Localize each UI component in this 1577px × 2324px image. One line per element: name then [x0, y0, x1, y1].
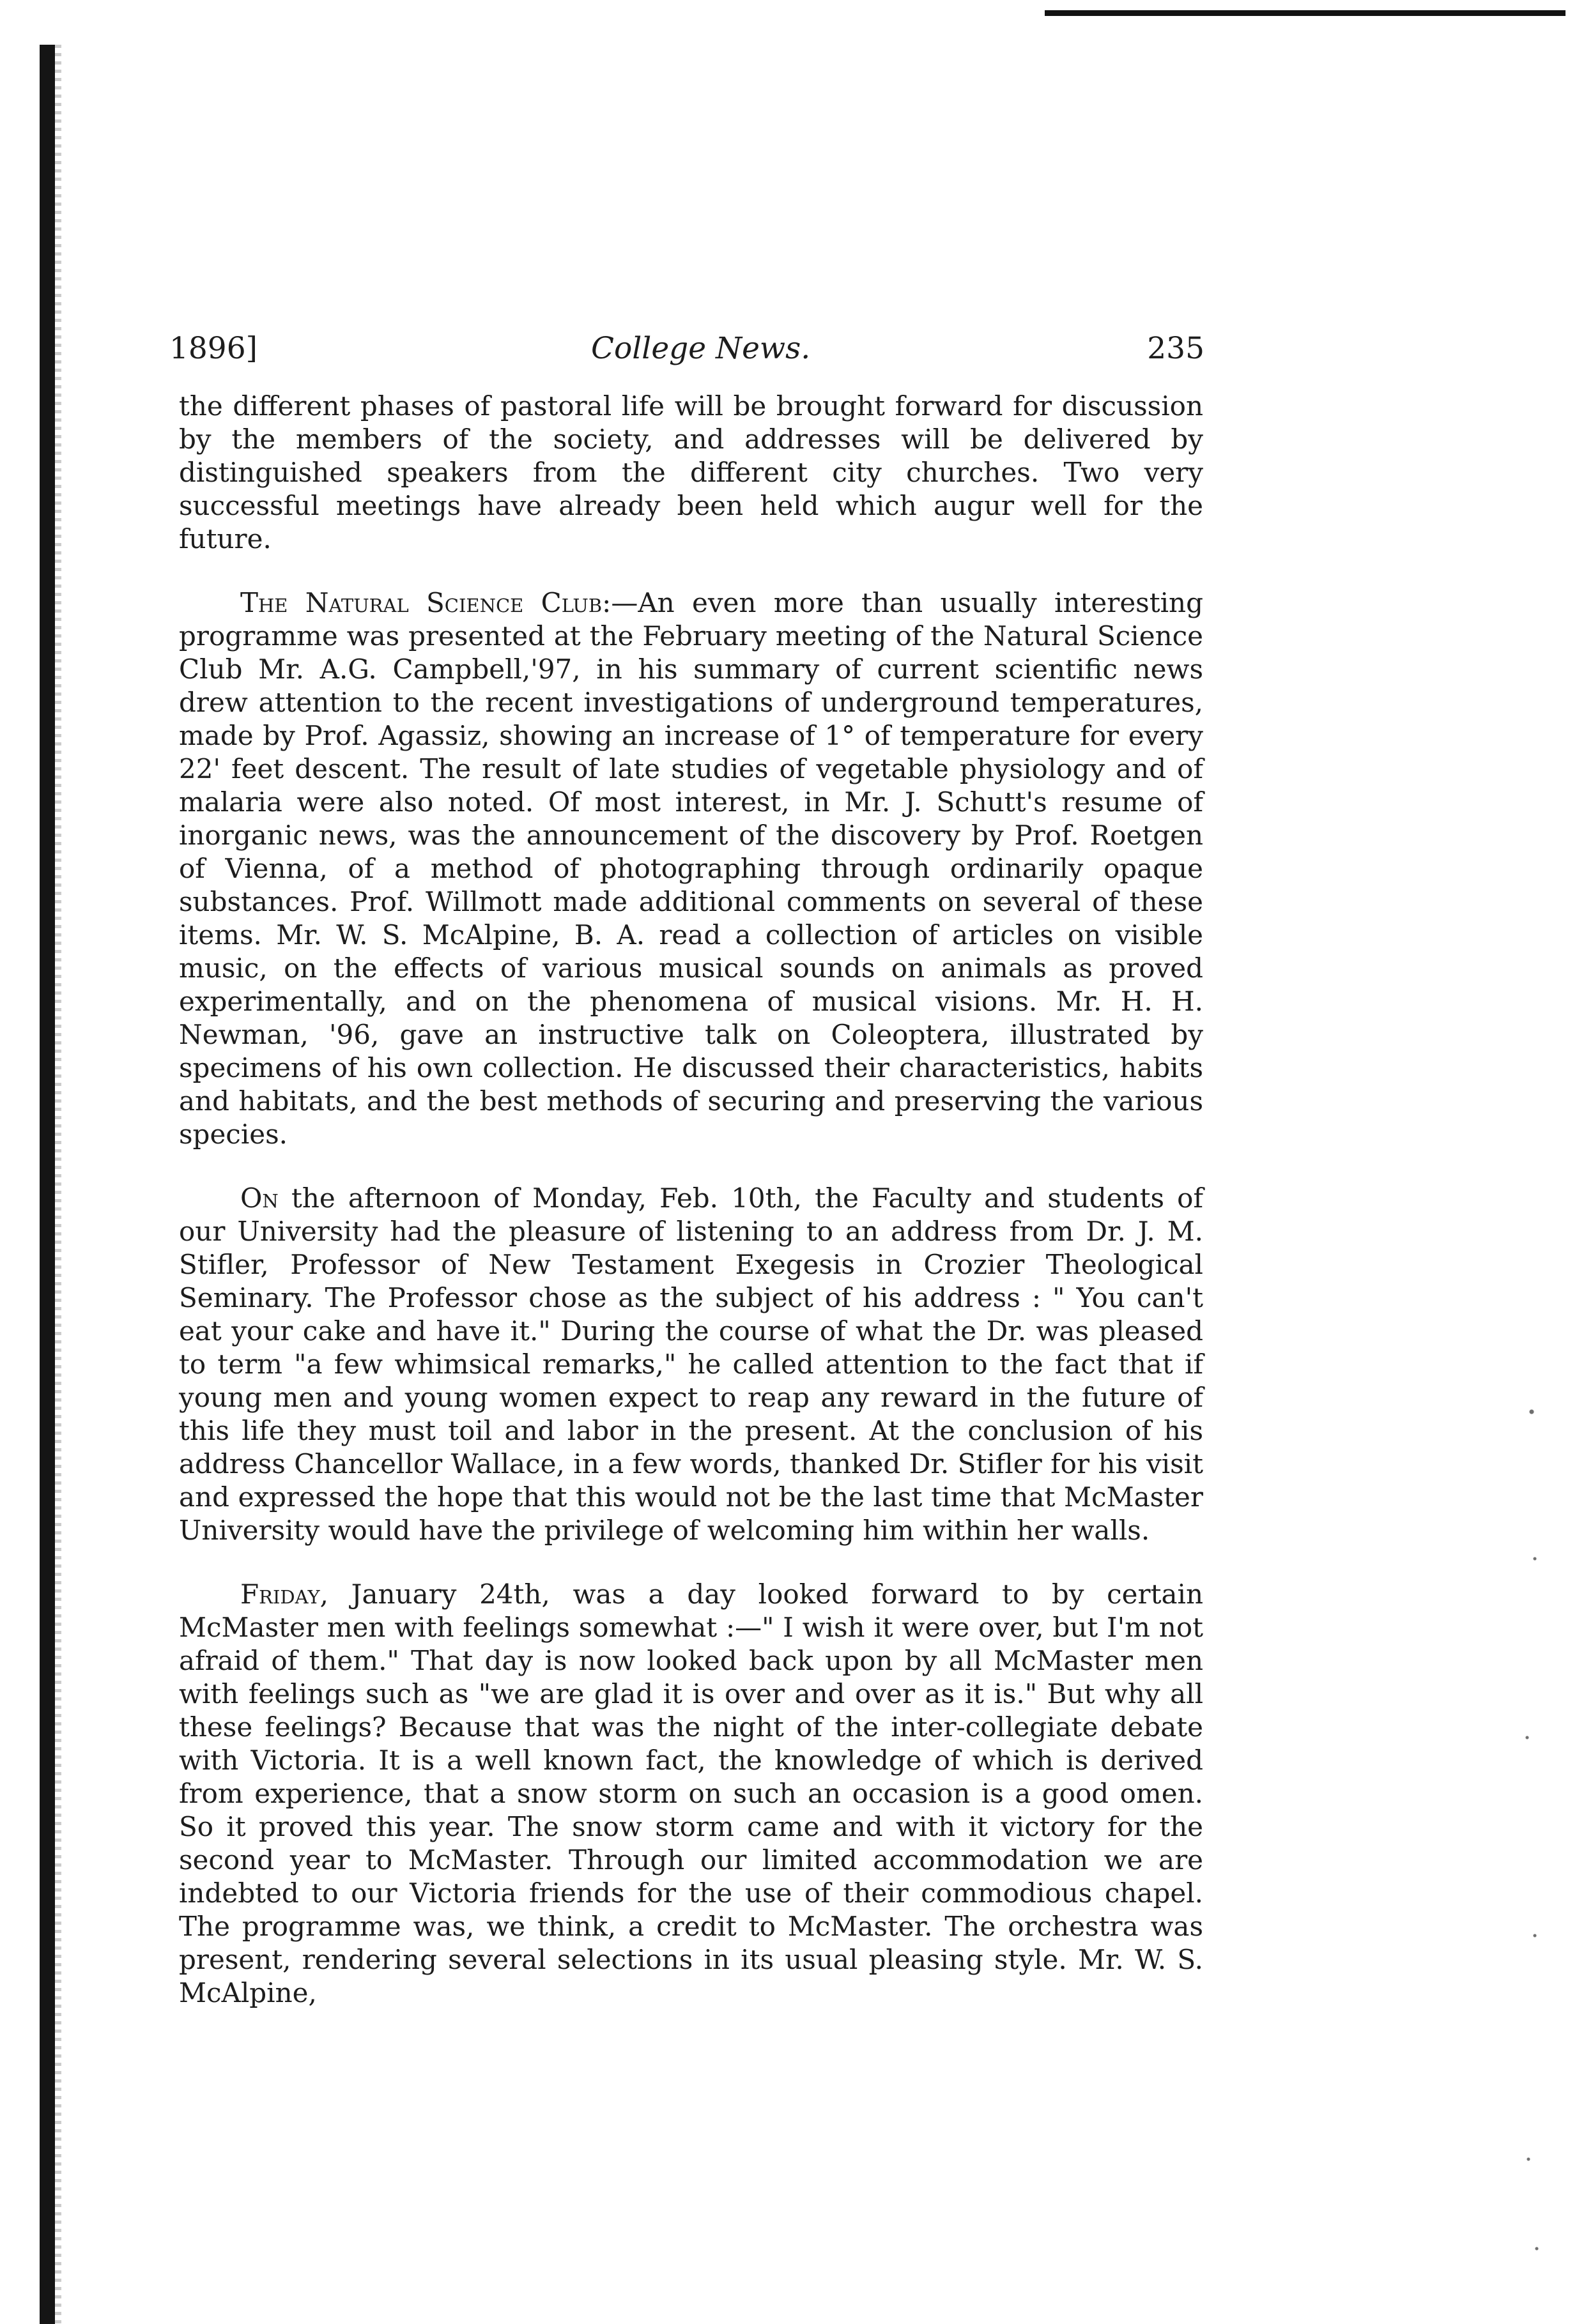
- paragraph-natural-science-club: [179, 586, 1203, 1151]
- paragraph-stifler-address: [179, 1182, 1203, 1547]
- top-rule: [1045, 10, 1565, 16]
- paragraph-text: the different phases of pastoral life will be brought forward for discussion by the members of the society, and addresses will be delivered by distinguished speakers from the different city churches. Two very successful meetings have already been held which augur well for the future.: [179, 390, 1203, 554]
- running-title: College News.: [591, 331, 811, 366]
- paragraph-text: the afternoon of Monday, Feb. 10th, the Faculty and students of our University had the pleasure of listening to an address from Dr. J. M. Stifler, Professor of New Testament Exegesis in Crozier Theological Seminary. The Professor chose as the subject of his address : " You can't eat your cake and have it." During the course of what the Dr. was pleased to term "a few whimsical remarks," he called attention to the fact that if young men and young women expect to reap any reward in the future of this life they must toil and labor in the present. At the conclusion of his address Chancellor Wallace, in a few words, thanked Dr. Stifler for his visit and expressed the hope that this would not be the last time that McMaster University would have the privilege of welcoming him within her walls.: [179, 1182, 1203, 1546]
- scan-binding-edge: [40, 45, 55, 2324]
- paragraph-lead: On: [240, 1182, 279, 1214]
- paragraph-text: January 24th, was a day looked forward to by certain McMaster men with feelings somewhat :—" I wish it were over, but I'm not afraid of them." That day is now looked back upon by all McMaster men with feelings such as "we are glad it is over and over as it is." But why all these feelings? Because that was the night of the inter-collegiate debate with Victoria. It is a well known fact, the knowledge of which is derived from experience, that a snow storm on such an occasion is a good omen. So it proved this year. The snow storm came and with it victory for the second year to McMaster. Through our limited accommodation we are indebted to our Victoria friends for the use of their commodious chapel. The programme was, we think, a credit to McMaster. The orchestra was present, rendering several selections in its usual pleasing style. Mr. W. S. McAlpine,: [179, 1579, 1203, 2008]
- article-body: [179, 390, 1203, 2040]
- page-number: 235: [1147, 331, 1204, 366]
- scan-specks: [1522, 1399, 1544, 2293]
- paragraph-pastoral-life: [179, 390, 1203, 556]
- running-header: [169, 331, 1211, 376]
- paragraph-lead: Friday,: [240, 1579, 328, 1610]
- paragraph-text: :—An even more than usually interesting programme was presented at the February meeting of the Natural Science Club Mr. A.G. Campbell,'97, in his summary of current scientific news drew attention to the recent investigations of underground temperatures, made by Prof. Agassiz, showing an increase of 1° of temperature for every 22' feet descent. The result of late studies of vegetable physiology and of malaria were also noted. Of most interest, in Mr. J. Schutt's resume of inorganic news, was the announcement of the discovery by Prof. Roetgen of Vienna, of a method of photographing through ordinarily opaque substances. Prof. Willmott made additional comments on several of these items. Mr. W. S. McAlpine, B. A. read a collection of articles on visible music, on the effects of various musical sounds on animals as proved experimentally, and on the phenomena of musical visions. Mr. H. H. Newman, '96, gave an instructive talk on Coleoptera, illustrated by specimens of his own collection. He discussed their characteristics, habits and habitats, and the best methods of securing and preserving the various species.: [179, 587, 1203, 1150]
- header-year: 1896]: [169, 331, 258, 366]
- paragraph-lead: The Natural Science Club: [240, 587, 603, 618]
- paragraph-victoria-debate: [179, 1578, 1203, 2010]
